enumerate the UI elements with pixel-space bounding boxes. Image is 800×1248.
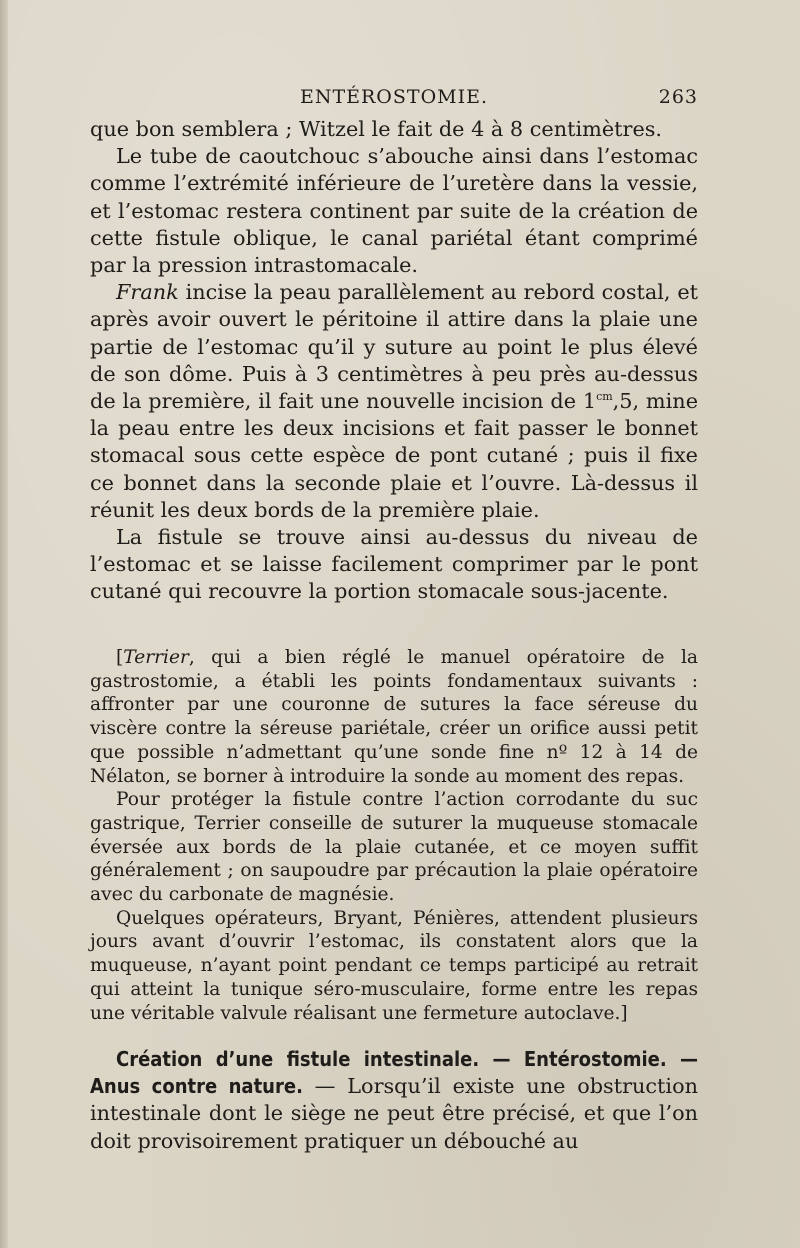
running-header xyxy=(90,86,698,114)
section-paragraph xyxy=(90,1046,698,1155)
paragraph-frank xyxy=(90,279,698,524)
paragraph-witzel-tube: Le tube de caoutchouc s’abouche ainsi dans l’estomac comme l’extrémité inférieure de l’uretère dans la vessie, et l’estomac restera continent par suite de la création de cette fistule oblique, le canal pariétal étant comprimé par la pression intrastomacale. xyxy=(90,144,698,278)
running-title: ENTÉROSTOMIE. xyxy=(299,86,489,108)
paragraph-fistule: La fistule se trouve ainsi au-dessus du niveau de l’estomac et se laisse facilement comprimer par le pont cutané qui recouvre la portion stomacale sous-jacente. xyxy=(90,525,698,604)
paragraph-continued: que bon semblera ; Witzel le fait de 4 à 8 centimètres. xyxy=(90,117,663,141)
page-edge xyxy=(0,0,8,1248)
main-text xyxy=(90,116,698,606)
section-enterostomie xyxy=(90,1046,698,1155)
paragraph-frank-text-b: ,5, mine la peau entre les deux incisions et fait passer le bonnet stomacal sous cette espèce de pont cutané ; puis il fixe ce bonnet dans la seconde plaie et l’ouvre. Là-dessus il réunit les deux bords de la première plaie. xyxy=(90,389,699,522)
bracketed-note xyxy=(90,646,698,1025)
author-terrier: Terrier xyxy=(123,647,189,668)
section-heading: Création d’une fistule intestinale. — Entérostomie. — Anus contre nature. xyxy=(90,1047,698,1099)
author-frank: Frank xyxy=(116,280,179,305)
note-paragraph-terrier-text: , qui a bien réglé le manuel opératoire de la gastrostomie, a établi les points fondamentaux suivants : affronter par une couronne de sutures la face séreuse du viscère contre la séreuse pariétale, créer un orifice aussi petit que possible n’admettant qu’une sonde fine nº 12 à 14 de Nélaton, se borner à introduire la sonde au moment des repas. xyxy=(90,647,698,787)
paragraph-frank-text-a: incise la peau parallèlement au rebord costal, et après avoir ouvert le péritoine il attire dans la plaie une partie de l’estomac qu’il y suture au point le plus élevé de son dôme. Puis à 3 centimètres à peu près au-dessus de la première, il fait une nouvelle incision de 1 xyxy=(90,280,698,414)
note-paragraph-operators: Quelques opérateurs, Bryant, Pénières, attendent plusieurs jours avant d’ouvrir l’estomac, ils constatent alors que la muqueuse, n’ayant point pendant ce temps participé au retrait qui atteint la tunique séro-musculaire, forme entre les repas une véritable valvule réalisant une fermeture autoclave.] xyxy=(90,907,698,1024)
note-paragraph-protection: Pour protéger la fistule contre l’action corrodante du suc gastrique, Terrier conseille de suturer la muqueuse stomacale éversée aux bords de la plaie cutanée, et ce moyen suffit généralement ; on saupoudre par précaution la plaie opératoire avec du carbonate de magnésie. xyxy=(90,789,698,906)
section-text: — Lorsqu’il existe une obstruction intestinale dont le siège ne peut être précisé, et que l’on doit provisoirement pratiquer un débouché au xyxy=(90,1074,698,1153)
unit-superscript: cm xyxy=(596,390,613,404)
note-open-bracket: [ xyxy=(116,647,124,668)
page-number: 263 xyxy=(658,86,698,108)
note-paragraph-terrier xyxy=(90,646,698,788)
